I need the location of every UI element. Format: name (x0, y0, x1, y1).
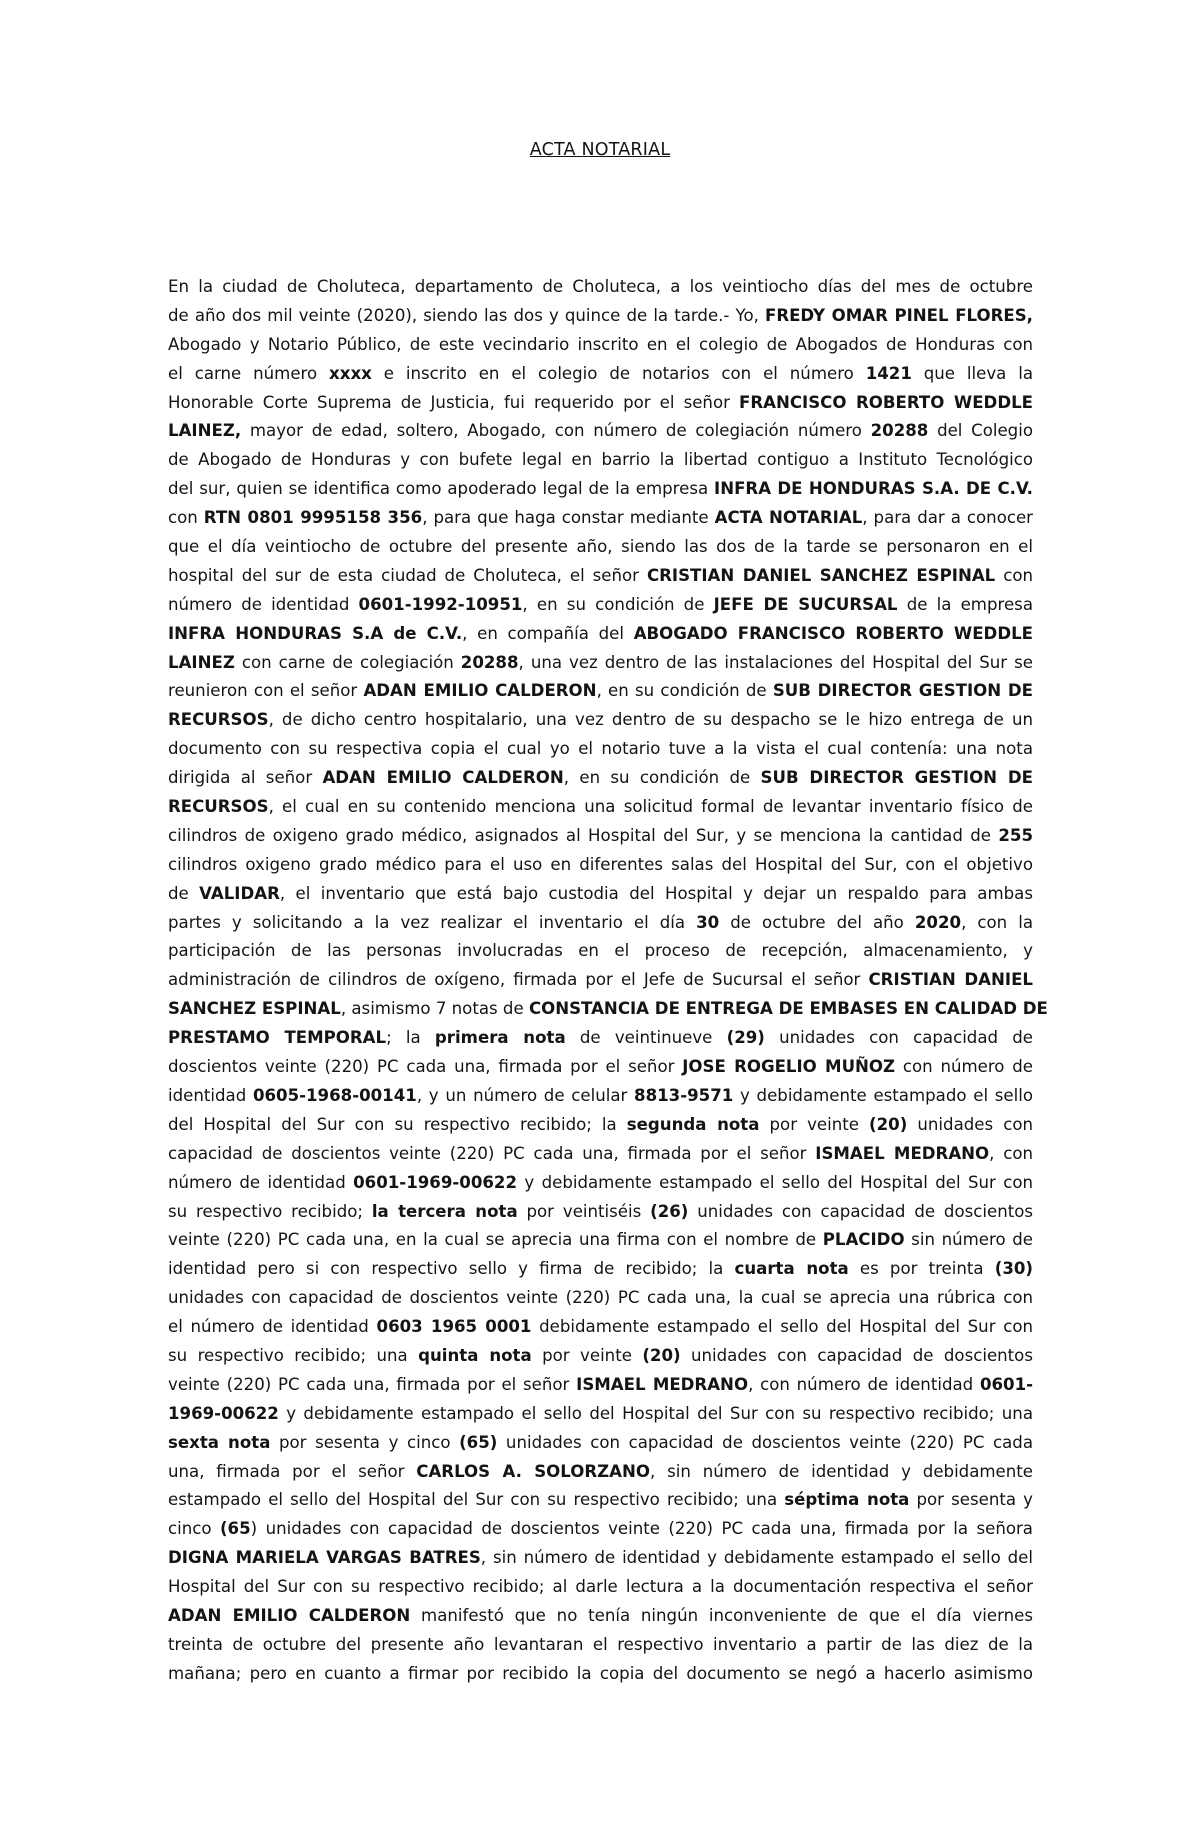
body-text-run: cinco (168, 1519, 220, 1539)
bold-text: FRANCISCO ROBERTO WEDDLE (739, 392, 1033, 412)
body-line (168, 446, 1033, 475)
body-text-run: de (168, 883, 200, 903)
body-line (168, 966, 1033, 995)
body-text-run: veinte (220) PC cada una, en la cual se aprecia una firma con el nombre de (168, 1230, 823, 1250)
body-line (168, 591, 1033, 620)
body-text-run: con (168, 508, 204, 528)
body-text-run: documento con su respectiva copia el cual yo el notario tuve a la vista el cual contenía: una nota (168, 739, 1033, 759)
body-text-run: de Abogado de Honduras y con bufete legal en barrio la libertad contiguo a Instituto Tecnológico (168, 450, 1033, 470)
bold-text: (20) (642, 1345, 681, 1365)
bold-text: SANCHEZ ESPINAL (168, 999, 341, 1019)
body-text-run: con número de (895, 1057, 1033, 1077)
bold-text: 0601-1992-10951 (358, 594, 523, 614)
body-text-run: el carne número (168, 363, 330, 383)
body-line (168, 1053, 1033, 1082)
body-text-run: su respectivo recibido; una (168, 1345, 419, 1365)
bold-text: ABOGADO FRANCISCO ROBERTO WEDDLE (633, 623, 1034, 643)
body-text-run: el número de identidad (168, 1317, 377, 1337)
body-text-run: , y un número de celular (416, 1085, 635, 1105)
body-line (168, 562, 1033, 591)
bold-text: ADAN EMILIO CALDERON (322, 768, 564, 788)
body-line (168, 793, 1033, 822)
body-text-run: , en su condición de (596, 681, 773, 701)
body-text-run: de veintinueve (565, 1028, 727, 1048)
bold-text: INFRA HONDURAS S.A de C.V. (168, 623, 463, 643)
body-line (168, 1226, 1033, 1255)
body-line (168, 1024, 1033, 1053)
body-line (168, 389, 1033, 418)
body-text-run: por veintiséis (517, 1201, 651, 1221)
bold-text: PLACIDO (822, 1230, 905, 1250)
body-text-run: unidades con (907, 1114, 1033, 1134)
body-text-run: con (995, 565, 1033, 585)
body-line (168, 677, 1033, 706)
body-text-run: veinte (220) PC cada una, firmada por el señor (168, 1374, 577, 1394)
bold-text: segunda nota (626, 1114, 760, 1134)
body-text-run: sin número de (904, 1230, 1033, 1250)
body-text-run: , sin número de identidad y debidamente (650, 1461, 1033, 1481)
body-text-run: por sesenta y (909, 1490, 1033, 1510)
bold-text: CARLOS A. SOLORZANO (416, 1461, 651, 1481)
bold-text: (65 (219, 1519, 251, 1539)
body-text-run: doscientos veinte (220) PC cada una, firmada por el señor (168, 1057, 683, 1077)
body-line (168, 1486, 1033, 1515)
body-line (168, 302, 1033, 331)
bold-text: SUB DIRECTOR GESTION DE (772, 681, 1033, 701)
bold-text: ADAN EMILIO CALDERON (363, 681, 597, 701)
body-line (168, 1198, 1033, 1227)
body-text-run: una, firmada por el señor (168, 1461, 417, 1481)
body-line (168, 1400, 1033, 1429)
body-line (168, 273, 1033, 302)
body-text-run: reunieron con el señor (168, 681, 364, 701)
body-text-run: identidad (168, 1085, 253, 1105)
body-text-run: En la ciudad de Choluteca, departamento de Choluteca, a los veintiocho días del mes de octubre (168, 277, 1033, 296)
body-text-run: partes y solicitando a la vez realizar el inventario el día (168, 912, 697, 932)
body-line (168, 1284, 1033, 1313)
body-line (168, 504, 1033, 533)
bold-text: LAINEZ, (168, 421, 242, 441)
body-text-run: , en su condición de (522, 594, 714, 614)
body-line (168, 851, 1033, 880)
body-text-run: , con la (961, 912, 1033, 932)
body-line (168, 1140, 1033, 1169)
bold-text: xxxx (329, 363, 372, 383)
body-text-run: cilindros de oxigeno grado médico, asignados al Hospital del Sur, y se menciona la cantidad de (168, 825, 999, 845)
body-text-run: Honorable Corte Suprema de Justicia, fui requerido por el señor (168, 392, 739, 412)
body-text-run: capacidad de doscientos veinte (220) PC cada una, firmada por el señor (168, 1143, 816, 1163)
body-line (168, 1544, 1033, 1573)
body-line (168, 1371, 1033, 1400)
bold-text: ISMAEL MEDRANO (576, 1374, 749, 1394)
body-text-run: , con número de identidad (748, 1374, 980, 1394)
body-text-run: , en su condición de (563, 768, 761, 788)
body-line (168, 995, 1048, 1024)
body-text-run: con carne de colegiación (234, 652, 461, 672)
body-text-run: del sur, quien se identifica como apoderado legal de la empresa (168, 479, 715, 499)
body-text-run: cilindros oxigeno grado médico para el uso en diferentes salas del Hospital del Sur, con el objetivo (168, 854, 1033, 874)
body-line (168, 649, 1033, 678)
bold-text: 0605-1968-00141 (252, 1085, 417, 1105)
bold-text: CONSTANCIA DE ENTREGA DE EMBASES EN CALIDAD DE (528, 999, 1048, 1019)
bold-text: CRISTIAN DANIEL (868, 970, 1033, 990)
body-text-run: es por treinta (848, 1259, 995, 1279)
body-line (168, 1631, 1033, 1660)
body-text-run: e inscrito en el colegio de notarios con el número (371, 363, 866, 383)
body-line (168, 533, 1033, 562)
bold-text: RTN 0801 9995158 356 (203, 508, 423, 528)
body-text-run: por sesenta y cinco (270, 1432, 460, 1452)
body-text-run: , en compañía del (462, 623, 634, 643)
body-text-run: , el cual en su contenido menciona una solicitud formal de levantar inventario físico de (268, 797, 1033, 817)
body-line (168, 620, 1033, 649)
body-text-run: , sin número de identidad y debidamente estampado el sello del (480, 1548, 1033, 1568)
bold-text: VALIDAR (199, 883, 280, 903)
body-text-run: del Colegio (928, 421, 1033, 441)
body-text-run: unidades con capacidad de doscientos veinte (220) PC cada (497, 1432, 1033, 1452)
bold-text: DIGNA MARIELA VARGAS BATRES (168, 1548, 481, 1568)
bold-text: (30) (994, 1259, 1034, 1279)
body-text-run: , una vez dentro de las instalaciones del Hospital del Sur se (518, 652, 1033, 672)
body-text-run: , para dar a conocer (862, 508, 1034, 528)
body-text-run: Abogado y Notario Público, de este vecindario inscrito en el colegio de Abogados de Honduras con (168, 334, 1033, 354)
bold-text: séptima nota (784, 1490, 910, 1510)
document-body (168, 273, 1048, 1689)
body-text-run: debidamente estampado el sello del Hospital del Sur con (531, 1317, 1033, 1337)
bold-text: 20288 (460, 652, 519, 672)
body-line (168, 360, 1033, 389)
bold-text: primera nota (434, 1028, 566, 1048)
body-text-run: identidad pero si con respectivo sello y firma de recibido; la (168, 1259, 735, 1279)
body-text-run: ; la (386, 1028, 435, 1048)
body-line (168, 331, 1033, 360)
bold-text: 20288 (870, 421, 929, 441)
bold-text: CRISTIAN DANIEL SANCHEZ ESPINAL (646, 565, 996, 585)
body-line (168, 1458, 1033, 1487)
body-line (168, 1169, 1033, 1198)
body-text-run: unidades con capacidad de doscientos (680, 1345, 1033, 1365)
body-line (168, 1313, 1033, 1342)
body-text-run: del Hospital del Sur con su respectivo recibido; la (168, 1114, 627, 1134)
bold-text: INFRA DE HONDURAS S.A. DE C.V. (714, 479, 1033, 499)
body-line (168, 1602, 1033, 1631)
body-text-run: Hospital del Sur con su respectivo recibido; al darle lectura a la documentación respectiva el señor (168, 1577, 1033, 1597)
bold-text: SUB DIRECTOR GESTION DE (760, 768, 1033, 788)
body-line (168, 706, 1033, 735)
body-line (168, 1573, 1033, 1602)
bold-text: 0601- (979, 1374, 1034, 1394)
body-text-run: , para que haga constar mediante (422, 508, 715, 528)
body-text-run: número de identidad (168, 594, 359, 614)
bold-text: ISMAEL MEDRANO (815, 1143, 990, 1163)
body-text-run: por veinte (759, 1114, 870, 1134)
bold-text: 30 (696, 912, 720, 932)
body-text-run: , con (989, 1143, 1034, 1163)
body-text-run: hospital del sur de esta ciudad de Choluteca, el señor (168, 565, 647, 585)
body-text-run: , de dicho centro hospitalario, una vez dentro de su despacho se le hizo entrega de un (268, 710, 1033, 730)
bold-text: 0603 1965 0001 (376, 1317, 532, 1337)
bold-text: RECURSOS (168, 710, 269, 730)
bold-text: (29) (726, 1028, 765, 1048)
bold-text: cuarta nota (734, 1259, 849, 1279)
body-text-run: mañana; pero en cuanto a firmar por recibido la copia del documento se negó a hacerlo asimismo (168, 1663, 1033, 1683)
body-text-run: ) unidades con capacidad de doscientos veinte (220) PC cada una, firmada por la señora (250, 1519, 1033, 1539)
bold-text: ACTA NOTARIAL (714, 508, 863, 528)
body-text-run: y debidamente estampado el sello del Hospital del Sur con su respectivo recibido; una (278, 1403, 1033, 1423)
body-line (168, 1660, 1033, 1689)
bold-text: (20) (869, 1114, 908, 1134)
bold-text: JEFE DE SUCURSAL (713, 594, 898, 614)
bold-text: RECURSOS (168, 797, 269, 817)
body-line (168, 822, 1033, 851)
bold-text: 255 (998, 825, 1033, 845)
body-text-run: manifestó que no tenía ningún inconveniente de que el día viernes (410, 1605, 1033, 1625)
bold-text: 8813-9571 (634, 1085, 734, 1105)
body-text-run: de año dos mil veinte (2020), siendo las dos y quince de la tarde.- Yo, (168, 305, 765, 325)
body-line (168, 1111, 1033, 1140)
body-text-run: unidades con capacidad de doscientos veinte (220) PC cada una, la cual se aprecia una rúbrica con (168, 1288, 1033, 1308)
body-line (168, 1515, 1033, 1544)
bold-text: sexta nota (168, 1432, 271, 1452)
body-line (168, 937, 1033, 966)
body-line (168, 909, 1033, 938)
body-line (168, 1429, 1033, 1458)
body-line (168, 1255, 1033, 1284)
body-text-run: unidades con capacidad de (764, 1028, 1034, 1048)
bold-text: quinta nota (418, 1345, 532, 1365)
body-text-run: , asimismo 7 notas de (340, 999, 529, 1019)
body-text-run: su respectivo recibido; (168, 1201, 372, 1221)
body-line (168, 1082, 1033, 1111)
body-text-run: administración de cilindros de oxígeno, firmada por el Jefe de Sucursal el señor (168, 970, 869, 990)
body-text-run: , el inventario que está bajo custodia del Hospital y dejar un respaldo para ambas (279, 883, 1033, 903)
bold-text: la tercera nota (371, 1201, 518, 1221)
body-text-run: treinta de octubre del presente año levantaran el respectivo inventario a partir de las diez de la (168, 1634, 1033, 1654)
bold-text: JOSE ROGELIO MUÑOZ (682, 1057, 896, 1077)
bold-text: PRESTAMO TEMPORAL (168, 1028, 387, 1048)
body-line (168, 880, 1033, 909)
body-text-run: unidades con capacidad de doscientos (688, 1201, 1034, 1221)
document-title: ACTA NOTARIAL (529, 140, 671, 160)
body-line (168, 735, 1033, 764)
bold-text: 1969-00622 (168, 1403, 279, 1423)
body-text-run: que lleva la (911, 363, 1033, 383)
body-text-run: de octubre del año (719, 912, 915, 932)
body-line (168, 417, 1033, 446)
bold-text: (65) (459, 1432, 498, 1452)
body-line (168, 1342, 1033, 1371)
body-text-run: dirigida al señor (168, 768, 323, 788)
bold-text: 2020 (914, 912, 962, 932)
bold-text: FREDY OMAR PINEL FLORES, (764, 305, 1033, 325)
body-text-run: y debidamente estampado el sello del Hospital del Sur con (517, 1172, 1033, 1192)
body-text-run: número de identidad (168, 1172, 354, 1192)
bold-text: LAINEZ (168, 652, 235, 672)
bold-text: ADAN EMILIO CALDERON (168, 1605, 411, 1625)
body-text-run: de la empresa (897, 594, 1033, 614)
body-text-run: por veinte (531, 1345, 643, 1365)
body-text-run: participación de las personas involucradas en el proceso de recepción, almacenamiento, y (168, 941, 1033, 961)
body-text-run: estampado el sello del Hospital del Sur con su respectivo recibido; una (168, 1490, 785, 1510)
body-line (168, 764, 1033, 793)
bold-text: (26) (650, 1201, 689, 1221)
bold-text: 0601-1969-00622 (353, 1172, 517, 1192)
body-text-run: mayor de edad, soltero, Abogado, con número de colegiación número (241, 421, 871, 441)
body-text-run: que el día veintiocho de octubre del presente año, siendo las dos de la tarde se personaron en el (168, 537, 1033, 557)
body-text-run: y debidamente estampado el sello (733, 1085, 1033, 1105)
bold-text: 1421 (865, 363, 912, 383)
body-line (168, 475, 1033, 504)
